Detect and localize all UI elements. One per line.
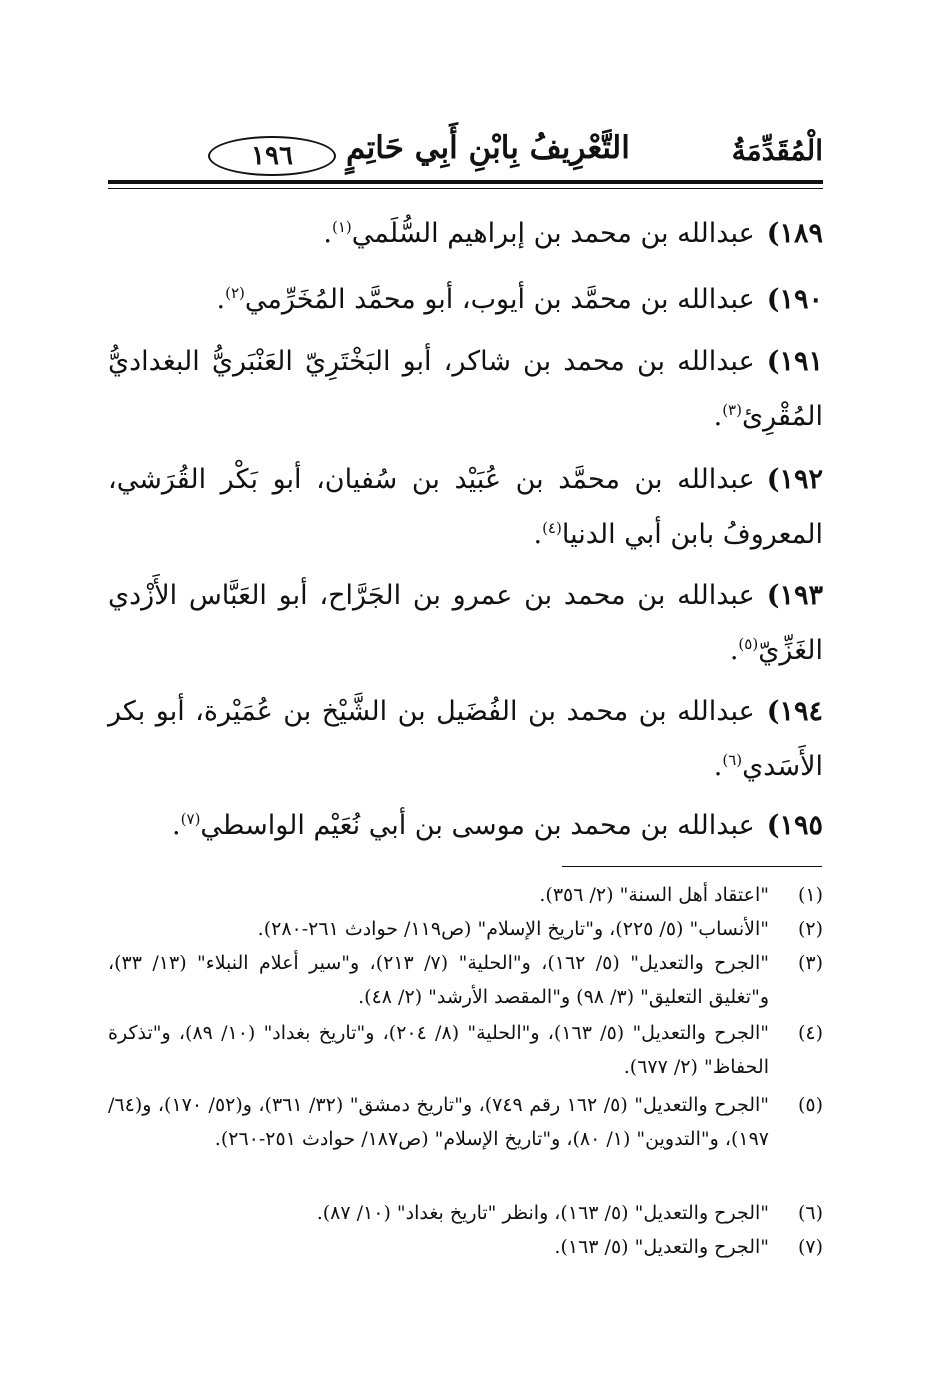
footnote-number: (٦)	[797, 1202, 823, 1224]
footnote-ref: (٢)	[225, 284, 245, 302]
entry-number: ١٩٥)	[766, 810, 823, 841]
footnote-number: (٥)	[797, 1094, 823, 1116]
entry-number: ١٩٢)	[766, 464, 823, 495]
book-title: التَّعْرِيفُ بِابْنِ أَبِي حَاتِمٍ	[346, 130, 630, 166]
entry-190: ١٩٠)عبدالله بن محمَّد بن أيوب، أبو محمَّد المُخَرِّمي$^{(٢)}$.	[216, 284, 823, 315]
entry-191: ١٩١)عبدالله بن محمد بن شاكر، أبو البَخْتَرِيّ العَنْبَريُّ البغداديُّ المُقْرِئ$^{(٣)}$.	[108, 346, 823, 432]
entry-194: ١٩٤)عبدالله بن محمد بن الفُضَيل بن الشَّيْخ بن عُمَيْرة، أبو بكر الأَسَدي$^{(٦)}$.	[108, 696, 823, 782]
footnote-text: "الجرح والتعديل" (٥/ ١٦٣)، و"الحلية" (٨/ ٢٠٤)، و"تاريخ بغداد" (١٠/ ٨٩)، و"تذكرة الحفاظ" (٢/ ٦٧٧).	[108, 1022, 770, 1078]
header-rule-thin	[108, 188, 823, 189]
entry-text: عبدالله بن محمَّد بن أيوب، أبو محمَّد المُخَرِّمي	[244, 284, 755, 315]
footnote-ref: (٣)	[722, 401, 742, 419]
footnote-ref: (٥)	[738, 635, 759, 653]
footnote-ref: (٧)	[180, 810, 201, 828]
footnote-text: "الجرح والتعديل" (٥/ ١٦٢ رقم ٧٤٩)، و"تاريخ دمشق" (٣٢/ ٣٦١)، و(٥٢/ ١٧٠)، و(٦٤/ ١٩٧)، و"التدوين" (١/ ٨٠)، و"تاريخ الإسلام" (ص١٨٧/ حوادث ٢٥١-٢٦٠).	[108, 1094, 770, 1150]
footnote-text: "الجرح والتعديل" (٥/ ١٦٣).	[554, 1236, 769, 1258]
footnote-5	[108, 1088, 823, 1156]
footnote-ref: (١)	[331, 218, 352, 236]
section-title: الْمُقَدِّمَةُ	[731, 134, 823, 167]
entry-text: عبدالله بن محمد بن موسى بن أبي نُعَيْم الواسطي	[200, 810, 755, 841]
footnote-1	[108, 878, 823, 912]
footnote-3	[108, 946, 823, 1014]
page-header	[108, 128, 823, 184]
entry-number: ١٩٣)	[766, 580, 823, 611]
footnote-separator	[562, 866, 822, 867]
footnote-text: "الجرح والتعديل" (٥/ ١٦٣)، وانظر "تاريخ بغداد" (١٠/ ٨٧).	[316, 1202, 769, 1224]
page-number: ١٩٦	[208, 136, 336, 176]
entry-text: عبدالله بن محمَّد بن عُبَيْد بن سُفيان، أبو بَكْر القُرَشي، المعروفُ بابن أبي الدنيا	[108, 464, 823, 550]
entry-text: عبدالله بن محمد بن عمرو بن الجَرَّاح، أبو العَبَّاس الأَزْدي الغَزِّيّ	[108, 580, 823, 666]
footnote-text: "اعتقاد أهل السنة" (٢/ ٣٥٦).	[539, 884, 769, 906]
entry-text: عبدالله بن محمد بن شاكر، أبو البَخْتَرِيّ العَنْبَريُّ البغداديُّ المُقْرِئ	[108, 346, 823, 432]
entry-number: ١٩٤)	[766, 696, 823, 727]
footnote-number: (٤)	[797, 1022, 823, 1044]
footnote-number: (٢)	[797, 918, 823, 940]
entry-number: ١٩١)	[766, 346, 823, 377]
entry-number: ١٨٩)	[766, 218, 823, 249]
entry-189: ١٨٩)عبدالله بن محمد بن إبراهيم السُّلَمي$^{(١)}$.	[323, 218, 823, 249]
footnote-4	[108, 1016, 823, 1084]
footnote-7	[108, 1230, 823, 1264]
entry-text: عبدالله بن محمد بن الفُضَيل بن الشَّيْخ بن عُمَيْرة، أبو بكر الأَسَدي	[108, 696, 823, 782]
footnote-number: (٧)	[797, 1236, 823, 1258]
entry-192: ١٩٢)عبدالله بن محمَّد بن عُبَيْد بن سُفيان، أبو بَكْر القُرَشي، المعروفُ بابن أبي الدنيا$^{(٤)}$.	[108, 464, 823, 550]
entry-text: عبدالله بن محمد بن إبراهيم السُّلَمي	[351, 218, 755, 249]
header-rule-thick	[108, 180, 823, 184]
footnote-number: (٣)	[797, 952, 823, 974]
footnote-ref: (٦)	[722, 751, 743, 769]
footnote-text: "الجرح والتعديل" (٥/ ١٦٢)، و"الحلية" (٧/ ٢١٣)، و"سير أعلام النبلاء" (١٣/ ٣٣)، و"تغليق التعليق" (٣/ ٩٨) و"المقصد الأرشد" (٢/ ٤٨).	[108, 952, 769, 1008]
footnote-ref: (٤)	[542, 519, 562, 537]
footnote-2	[108, 912, 823, 946]
entry-193: ١٩٣)عبدالله بن محمد بن عمرو بن الجَرَّاح، أبو العَبَّاس الأَزْدي الغَزِّيّ$^{(٥)}$.	[108, 580, 823, 666]
footnote-6	[108, 1196, 823, 1230]
entry-number: ١٩٠)	[766, 284, 823, 315]
footnote-number: (١)	[797, 884, 823, 906]
footnote-text: "الأنساب" (٥/ ٢٢٥)، و"تاريخ الإسلام" (ص١١٩/ حوادث ٢٦١-٢٨٠).	[257, 918, 769, 940]
entry-195: ١٩٥)عبدالله بن محمد بن موسى بن أبي نُعَيْم الواسطي$^{(٧)}$.	[172, 810, 823, 841]
